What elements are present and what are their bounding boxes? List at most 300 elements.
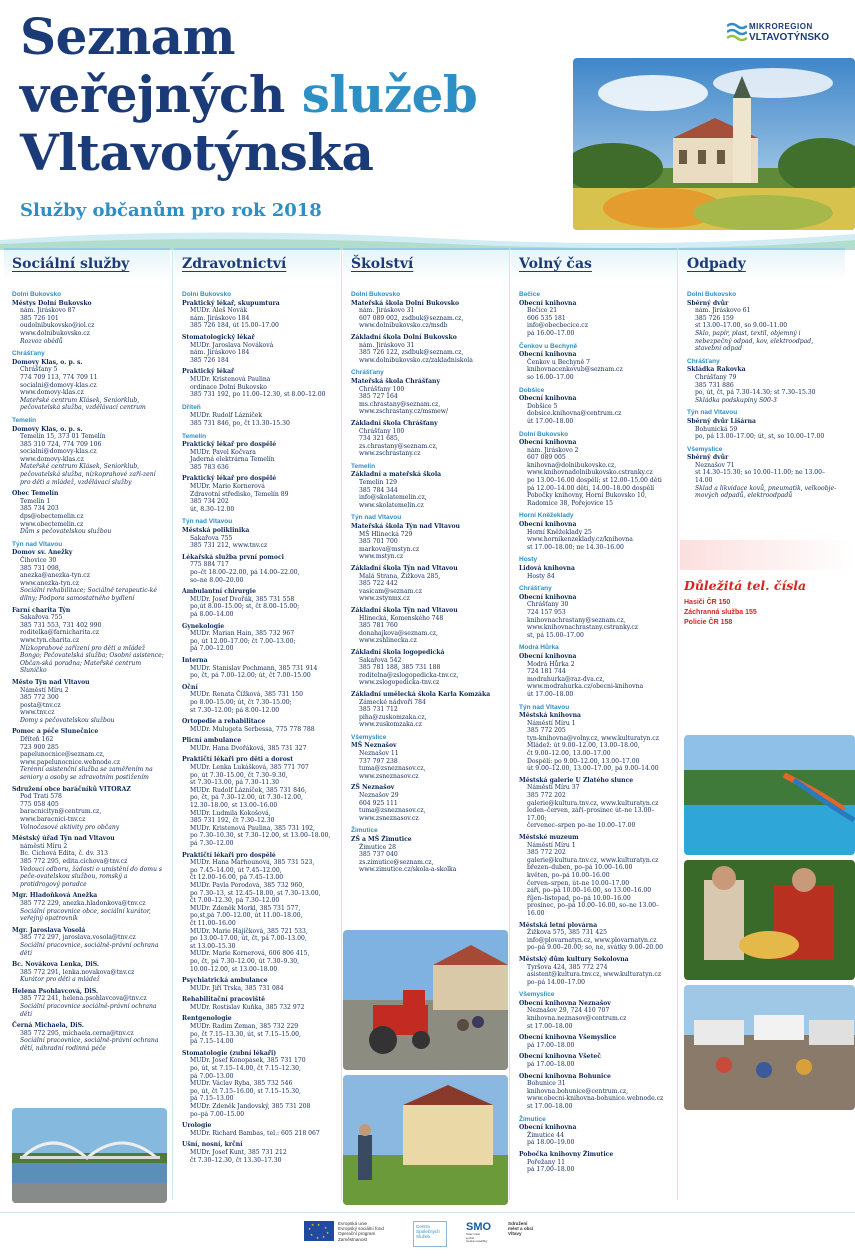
service-entry (519, 1053, 671, 1068)
service-entry (351, 334, 503, 364)
entry-detail-line: Chrášťany 30 (527, 601, 569, 609)
entry-detail-line: 385 772 202 (527, 792, 566, 800)
entry-name: Ambulantní chirurgie (182, 588, 257, 596)
entry-detail-line: www.dolnibukovsko.cz (20, 329, 90, 337)
entry-detail-line: červen–srpen, út–ne 10.00–17.00 (527, 879, 630, 887)
entry-detail-line: Sakařova 755 (190, 534, 233, 542)
entry-detail-line: 724 181 744 (527, 668, 566, 676)
section-place-heading: Týn nad Vltavou (351, 514, 402, 522)
entry-detail-line: 385 722 442 (359, 580, 398, 588)
entry-detail-line: červenec–srpen po–ne 10.00–17.00 (527, 822, 636, 830)
entry-name: Pobočka knihovny Žimutice (519, 1150, 614, 1158)
centra-text-line: Služeb (416, 1234, 431, 1240)
entry-name: Stomatologický lékař (182, 333, 255, 341)
column-body (679, 282, 845, 500)
column-divider (341, 250, 342, 1200)
entry-detail-line: www.anezka-tyn.cz (20, 579, 79, 587)
centra-text-line: Společných (416, 1229, 440, 1235)
entry-detail-line: Temelín 129 (359, 479, 397, 487)
service-entry (687, 418, 839, 441)
church-photo (573, 58, 855, 230)
page-subtitle: Služby občanům pro rok 2018 (20, 200, 322, 221)
entry-detail-line: 774 709 113, 774 709 11 (20, 373, 98, 381)
service-entry (519, 834, 671, 918)
entry-detail-line: knihovna.bohunice@centrum.cz, (527, 1087, 629, 1095)
entry-detail-line: www.modrahurka.cz/obecni-knihovna (527, 683, 644, 691)
entry-detail-line: Chrášťany 79 (695, 373, 737, 381)
section-place-heading: Dolní Bukovsko (12, 291, 62, 298)
entry-detail-line: út 9.00–12.00, 13.00–17.00, pá 9.00–14.00 (527, 765, 659, 773)
entry-detail-line: MUDr. Pavla Porodová, 385 732 960, (190, 881, 305, 889)
entry-name: Mateřská škola Týn nad Vltavou (351, 523, 460, 531)
entry-detail-line: www.domovy-klas.cz (20, 389, 84, 397)
entry-detail-line: Pod Trati 578 (20, 793, 62, 801)
entry-detail-line: čt 7.30–12.30, čt 13.30–17.30 (190, 1156, 282, 1164)
entry-detail-line: dobsice.knihovna@centrum.cz (527, 410, 622, 418)
entry-name: Pomoc a péče Slunečnice (12, 728, 99, 736)
section-place-heading: Týn nad Vltavou (12, 540, 63, 548)
title-line-2b: služeb (301, 65, 478, 124)
entry-detail-line: st 7.30–13.00, pá 7.30–11.30 (190, 779, 279, 787)
entry-detail-line: MUDr. Aleš Novák (190, 307, 248, 315)
entry-detail-line: 734 321 685, (359, 435, 400, 443)
entry-detail-line: nám. Jiráskovo 31 (359, 341, 415, 349)
service-entry (12, 927, 164, 957)
entry-detail-line: knihovnachrastany@seznam.cz, (527, 616, 626, 624)
entry-detail-line: po, čt 7.15–13.30, út, st 7.15–15.00, (190, 1030, 301, 1038)
entry-detail-line: pá 17.00–18.00 (527, 1041, 575, 1049)
section-place-heading: Týn nad Vltavou (687, 409, 738, 417)
service-entry (12, 892, 164, 922)
phone-row-fire: Hasiči ČR 150 (684, 599, 731, 606)
column-divider (509, 250, 510, 1200)
column-heading: Zdravotnictví (174, 248, 340, 282)
service-entry (12, 961, 164, 984)
section-place-heading: Dolní Bukovsko (351, 291, 401, 298)
entry-detail-line: www.zstynmx.cz (359, 595, 410, 603)
entry-detail-line: nám. Jiráskovo 87 (20, 307, 76, 315)
entry-detail-line: 385 781 760 (359, 622, 398, 630)
entry-detail-line: 604 925 111 (359, 799, 398, 807)
entry-detail-line: Bohunická 59 (695, 425, 738, 433)
entry-name: Mgr. Hladoňková Anežka (12, 892, 98, 900)
entry-detail-line: modrahurka@raz-dva.cz, (527, 675, 605, 683)
entry-note: Sociální pracovnice, sociálně-právní ochrana dětí (20, 941, 159, 957)
entry-note: Volnočasové aktivity pro občany (20, 823, 120, 831)
entry-detail-line: leden–červen, září–prosinec út–ne 13.00–17.00; (527, 807, 655, 822)
entry-note: Sociální pracovnice obce, sociální kurátor, veřejný opatrovník (20, 907, 151, 923)
entry-detail-line: MUDr. Kristenová Paulina (190, 375, 271, 383)
service-entry (351, 523, 503, 561)
column-divider (677, 250, 678, 1200)
entry-detail-line: 737 797 238 (359, 757, 398, 765)
entry-detail-line: 385 726 184, út 15.00–17.00 (190, 322, 279, 330)
entry-detail-line: 606 535 181 (527, 314, 566, 322)
logo-top-text: MIKROREGION (749, 22, 813, 31)
entry-detail-line: Hosty 84 (527, 572, 555, 580)
column-heading: Sociální služby (4, 248, 170, 282)
entry-name: Sběrný dvůr (687, 299, 729, 307)
service-entry (182, 996, 334, 1011)
entry-detail-line: 385 726 159 (695, 314, 734, 322)
entry-detail-line: březen–duben, po–pá 10.00–16.00 (527, 864, 633, 872)
entry-name: Obecní knihovna Bohunice (519, 1072, 611, 1080)
entry-detail-line: www.zuskomzaka.cz (359, 721, 422, 729)
association-text-line: Sdružení (508, 1221, 528, 1226)
service-entry (687, 300, 839, 353)
entry-name: Ortopedie a rehabilitace (182, 718, 266, 726)
phones-background (680, 540, 855, 570)
service-entry (351, 607, 503, 645)
entry-detail-line: MUDr. Josef Dvořák, 385 731 558 (190, 595, 295, 603)
footer-logos (0, 1212, 855, 1258)
entry-detail-line: info@plovarnatyn.cz, www.plovarnatyn.cz (527, 936, 657, 944)
entry-detail-line: piha@zuskomzaka.cz, (359, 713, 427, 721)
logo-bottom-text: VLTAVOTÝNSKO (749, 32, 829, 43)
section-place-heading: Chrášťany (519, 585, 552, 593)
entry-name: Skládka Rakovka (687, 366, 746, 374)
entry-detail-line: 385 737 040 (359, 851, 398, 859)
entry-detail-line: MUDr. Pavel Kočvara (190, 448, 256, 456)
entry-detail-line: 385 731 712 (359, 706, 398, 714)
entry-detail-line: MUDr. Václav Ryba, 385 732 546 (190, 1080, 293, 1088)
entry-detail-line: říjen–listopad, po–pá 10.00–16.00 (527, 894, 631, 902)
section-place-heading: Bečice (519, 291, 540, 298)
entry-detail-line: pá 17.00–18.00 (527, 1166, 575, 1174)
entry-name: Rehabilitační pracoviště (182, 996, 266, 1004)
entry-detail-line: pá 17.00–18.00 (527, 1061, 575, 1069)
entry-detail-line: tyn-knihovna@volny.cz, www.kulturatyn.cz (527, 734, 659, 742)
entry-detail-line: 385 731 553, 731 402 990 (20, 621, 102, 629)
entry-detail-line: Neznašov 11 (359, 750, 399, 758)
entry-detail-line: MUDr. Rudolf Lázníček, 385 731 846, (190, 786, 307, 794)
phone-row-ambulance: Záchranná služba 155 (684, 609, 757, 616)
entry-detail-line: čt 7.00–12.30, pá 7.30–12.00 (190, 897, 280, 905)
entry-detail-line: 385 783 636 (190, 463, 229, 471)
entry-name: Psychiatrická ambulance (182, 977, 268, 985)
entry-note: Nízkoprahové zařízení pro děti a mládež Bongo; Pečovatelská služba; Osobní asistence; Občan-ská poradna; Mateřské centrum Sluníčko (20, 644, 164, 675)
section-place-heading: Temelín (12, 416, 37, 424)
column-body (174, 282, 340, 1164)
entry-name: Obecní knihovna Všeteč (519, 1053, 601, 1061)
entry-note: Domy s pečovatelskou službou (20, 716, 115, 724)
section-place-heading: Horní Kněžeklady (519, 512, 574, 520)
entry-detail-line: www.domovy-klas.cz (20, 455, 84, 463)
entry-name: ZŠ Neznašov (351, 784, 395, 792)
entry-detail-line: po–pá 7.00–15.00 (190, 1110, 245, 1118)
entry-detail-line: MUDr. Hana Marhounová, 385 731 523, (190, 859, 315, 867)
section-place-heading: Temelín (182, 432, 207, 440)
entry-name: Obecní knihovna Neznašov (519, 999, 611, 1007)
section-place-heading: Dobšice (519, 386, 545, 394)
service-entry (12, 679, 164, 725)
entry-detail-line: info@skolatemelin.cz, (359, 494, 427, 502)
entry-name: Bc. Novákova Lenka, DiS. (12, 961, 100, 969)
entry-detail-line: pá 7.30–12.00 (190, 840, 234, 847)
service-entry (519, 1124, 671, 1147)
smo-sub-line: Svaz měst (466, 1232, 481, 1236)
entry-name: Praktičtí lékaři pro dospělé (182, 851, 276, 859)
entry-detail-line: 385 726 122, zsdbuk@seznam.cz, (359, 349, 464, 357)
entry-name: Mateřská škola Dolní Bukovsko (351, 299, 460, 307)
entry-detail-line: www.zslogopedicka-tnv.cz (359, 679, 440, 687)
entry-detail-line: Žižkova 575, 385 731 425 (527, 929, 608, 937)
service-entry (351, 378, 503, 416)
entry-detail-line: so–ne 8.00–20.00 (190, 576, 244, 584)
service-entry (351, 836, 503, 874)
entry-detail-line: 385 726 184 (190, 356, 229, 364)
entry-name: Gynekologie (182, 622, 225, 630)
entry-detail-line: 775 058 405 (20, 800, 59, 808)
entry-name: Helena Psohlavcová, DiS. (12, 987, 99, 995)
service-entry (12, 359, 164, 412)
entry-detail-line: pá 8.00–14.00 (190, 610, 234, 618)
entry-detail-line: pá 18.00–19.00 (527, 1139, 575, 1147)
entry-detail-line: Dříteň 162 (20, 736, 54, 744)
service-entry (519, 956, 671, 986)
entry-detail-line: 775 884 717 (190, 561, 229, 569)
service-entry (519, 395, 671, 425)
entry-name: Městská galerie U Zlatého slunce (519, 776, 634, 784)
entry-name: Městské muzeum (519, 834, 579, 841)
entry-detail-line: Sakařova 542 (359, 656, 402, 664)
entry-name: Oční (182, 683, 198, 691)
entry-detail-line: Chrášťany 100 (359, 427, 405, 435)
association-text-line: měst a obcí (508, 1226, 534, 1232)
entry-note: Sklo, papír, plast, textil, objemný i nebezpečný odpad, kov, elektroodpad, stavební odpad (695, 329, 814, 353)
entry-detail-line: knihovnacenkovub@seznam.cz (527, 366, 623, 374)
entry-detail-line: MUDr. Renata Čížková, 385 731 150 (190, 691, 304, 699)
entry-detail-line: Horní Kněžeklady 25 (527, 528, 592, 536)
entry-detail-line: 385 772 241, helena.psohlavcova@tnv.cz (20, 995, 147, 1003)
entry-detail-line: po–pá 14.00–17.00 (527, 978, 586, 986)
section-place-heading: Chrášťany (351, 369, 384, 377)
entry-name: Sdružení obce baráčníků VITORAZ (12, 785, 131, 793)
entry-name: Stomatologie (zubní lékaři) (182, 1049, 277, 1057)
entry-detail-line: 385 772 202 (527, 849, 566, 857)
entry-detail-line: 607 089 005 (527, 454, 566, 462)
service-entry (687, 454, 839, 500)
entry-detail-line: MUDr. Josef Kunt, 385 731 212 (190, 1148, 287, 1156)
entry-detail-line: roditelka@farnicharita.cz (20, 629, 100, 637)
service-entry (182, 334, 334, 364)
section-place-heading: Týn nad Vltavou (182, 518, 233, 526)
entry-detail-line: MUDr. Mario Kornerová (190, 483, 265, 491)
entry-detail-line: so 16.00–17.00 (527, 373, 574, 381)
column-social (4, 248, 170, 1208)
entry-detail-line: 385 781 188, 385 731 188 (359, 664, 441, 672)
section-place-heading: Všemyslice (519, 991, 555, 999)
column-leisure (511, 248, 677, 1208)
entry-detail-line: Čihovice 30 (20, 557, 57, 564)
service-entry (519, 1151, 671, 1174)
entry-note: Skládka podskupiny S00-3 (695, 396, 777, 404)
entry-note: Sociální pracovnice sociálně-právní ochrana dětí (20, 1003, 157, 1018)
service-entry (182, 554, 334, 584)
smo-sub-line: a obcí (466, 1235, 475, 1240)
entry-name: Základní škola Dolní Bukovsko (351, 333, 457, 341)
entry-detail-line: pá 7.00–12.00 (190, 645, 234, 653)
service-entry (351, 471, 503, 509)
entry-note: Sociální rehabilitace; Sociálně terapeutic-ké dílny; Podpora samostatného bydlení (20, 587, 157, 602)
service-entry (182, 588, 334, 618)
service-entry (519, 439, 671, 507)
entry-detail-line: dps@obectemelin.cz (20, 513, 84, 521)
entry-name: Obec Temelín (12, 490, 59, 498)
service-entry (351, 691, 503, 729)
entry-detail-line: po, čt, pá 7.00–12.00; út, čt 7.00–15.00 (190, 672, 311, 680)
entry-detail-line: Náměstí Míru 1 (527, 719, 576, 727)
entry-detail-line: Tyršova 424, 385 772 274 (527, 963, 608, 971)
entry-detail-line: nám. Jiráskovo 31 (359, 307, 415, 315)
entry-detail-line: www.zshlinecka.cz (359, 637, 417, 645)
entry-detail-line: www.hornikenzeklady.cz/knihovna (527, 536, 633, 544)
entry-name: Praktický lékař pro dospělé (182, 441, 277, 449)
swimming-pool-photo (684, 735, 855, 855)
page-title (20, 8, 477, 182)
service-entry (519, 922, 671, 952)
entry-detail-line: www.zschrastany.cz (359, 450, 421, 458)
entry-name: Domovy Klas, o. p. s. (12, 425, 83, 433)
association-text-line: Vltavy (508, 1231, 522, 1237)
entry-detail-line: po 7.30–10.30, st 7.30–12.00, st 13.00–18.00, (190, 832, 331, 840)
entry-detail-line: čt 12.00–16.00, pá 7.45–13.00 (190, 874, 284, 882)
entry-name: Lidová knihovna (519, 565, 575, 572)
entry-detail-line: po–čt 18.00–22.00, pá 14.00–22.00, (190, 569, 300, 576)
entry-detail-line: po–pá 9.00–20.00; so, ne, svátky 9.00–20.00 (527, 944, 663, 952)
entry-detail-line: Náměstí Míru 2 (20, 686, 69, 694)
entry-name: Městská poliklinika (182, 527, 250, 535)
entry-detail-line: Mládež: út 9.00–12.00, 13.00–18.00, (527, 742, 640, 750)
entry-detail-line: socialni@domovy-klas.cz (20, 448, 97, 456)
entry-detail-line: 10.00–12.00, st 13.00–18.00 (190, 965, 278, 973)
smo-sub-line: České republiky (466, 1239, 488, 1244)
entry-detail-line: knihovna@dolnibukovsko.cz, (527, 461, 617, 469)
entry-detail-line: MUDr. Jaroslava Nováková (190, 341, 274, 349)
entry-detail-line: út 17.00–18.00 (527, 417, 574, 425)
entry-detail-line: www.tyn.charita.cz (20, 636, 80, 644)
section-place-heading: Dolní Bukovsko (687, 291, 737, 298)
entry-name: Obecní knihovna (519, 652, 577, 660)
column-heading: Volný čas (511, 248, 677, 282)
entry-detail-line: 385 772 295, michaela.cerna@tnv.cz (20, 1029, 134, 1037)
entry-detail-line: www.obectemelin.cz (20, 520, 84, 528)
column-divider (172, 250, 173, 1200)
service-entry (519, 1000, 671, 1030)
service-entry (519, 300, 671, 338)
entry-name: Ušní, nosní, krční (182, 1141, 243, 1149)
entry-detail-line: vasicam@seznam.cz (359, 587, 422, 595)
smo-logo (466, 1221, 498, 1247)
entry-name: Obecní knihovna (519, 299, 577, 307)
entry-detail-line: Zdravotní středisko, Temelín 89 (190, 490, 289, 498)
entry-detail-line: 723 900 285 (20, 743, 59, 751)
section-place-heading: Žimutice (519, 1115, 546, 1123)
service-entry (182, 718, 334, 733)
entry-detail-line: www.dolnibukovsko.cz/zakladniskola (359, 356, 473, 364)
market-photo (684, 985, 855, 1110)
entry-name: Městys Dolní Bukovsko (12, 299, 92, 307)
entry-detail-line: 385 731 192, po 11.00–12.30, st 8.00–12.00 (190, 391, 326, 399)
entry-detail-line: socialni@domovy-klas.cz (20, 381, 97, 389)
entry-detail-line: 385 734 203 (20, 505, 59, 513)
entry-detail-line: 385 727 164 (359, 393, 398, 401)
service-entry (182, 1122, 334, 1137)
entry-detail-line: po, pá 13.00–17.00; út, st, so 10.00–17.00 (695, 433, 825, 441)
column-heading: Odpady (679, 248, 845, 282)
entry-detail-line: Neznašov 29, 724 410 707 (527, 1007, 610, 1015)
entry-detail-line: 385 731 192, čt 7.30–12.30 (190, 817, 275, 825)
important-phones-box (684, 578, 849, 648)
entry-detail-line: MUDr. Richard Bambas, tel.: 605 218 067 (190, 1129, 320, 1137)
entry-detail-line: www.knihovnachrastany.cstranky.cz (527, 624, 638, 632)
entry-detail-line: st 13.00–17.00, so 9.00–11.00 (695, 322, 788, 330)
entry-detail-line: Žimutice 28 (359, 843, 396, 851)
entry-detail-line: pá 7.15–14.00 (190, 1038, 234, 1046)
entry-name: MŠ Neznašov (351, 742, 397, 750)
entry-detail-line: Pořežany 11 (527, 1158, 565, 1166)
entry-detail-line: po, čt, pá 7.30–12.00, út 7.30–9.30, (190, 957, 300, 965)
entry-detail-line: ms.chrastany@seznam.cz, (359, 400, 441, 408)
service-entry (687, 366, 839, 404)
entry-name: Praktický lékař pro dospělé (182, 475, 277, 483)
tractor-photo (343, 930, 508, 1070)
entry-detail-line: 385 731 098, (20, 564, 61, 572)
service-entry (12, 607, 164, 675)
entry-detail-line: MUDr. Marian Hain, 385 732 967 (190, 630, 295, 638)
entry-detail-line: prosinec, po–pá 10.00–16.00, so–ne 13.00–16.00 (527, 902, 660, 917)
entry-note: Sociální pracovnice, sociálně-právní ochrana dětí, náhradní rodinná péče (20, 1037, 159, 1053)
entry-detail-line: Dospělí: po 9.00–12.00, 13.00–17.00 (527, 757, 640, 765)
entry-detail-line: MUDr. Stanislav Pochmann, 385 731 914 (190, 664, 318, 672)
service-entry (12, 728, 164, 781)
entry-detail-line: Zámecké nádvoří 784 (359, 698, 426, 706)
entry-detail-line: po 13.00–17.00, út, čt, pá 7.00–13.00, (190, 935, 307, 943)
entry-detail-line: 607 089 002, zsdbuk@seznam.cz, (359, 314, 464, 322)
entry-name: Základní škola logopedická (351, 648, 445, 656)
entry-name: ZŠ a MŠ Žimutice (351, 836, 412, 843)
service-entry (519, 351, 671, 381)
entry-detail-line: po,st,pá 7.00–12.00, út 11.00–18.00, (190, 912, 303, 920)
service-entry (12, 300, 164, 346)
decorative-wave (0, 226, 855, 250)
service-entry (12, 988, 164, 1018)
title-line-3: Vltavotýnska (20, 123, 374, 182)
entry-detail-line: po, út, čt, pá 7.30–14.30; st 7.30–15.30 (695, 389, 816, 397)
entry-detail-line: Bečice 21 (527, 307, 558, 315)
service-entry (351, 420, 503, 458)
entry-detail-line: út 17.00–18.00 (527, 690, 574, 698)
entry-name: Obecní knihovna (519, 395, 577, 403)
service-entry (182, 1015, 334, 1045)
entry-detail-line: www.zschrastany.cz/msmew/ (359, 408, 449, 416)
castle-photo (343, 1075, 508, 1205)
entry-note: Kurátor pro děti a mládež (20, 976, 100, 984)
entry-detail-line: www.mstyn.cz (359, 553, 404, 561)
entry-detail-line: po, út, st 7.15–14.00, čt 7.15–12.30, (190, 1065, 301, 1073)
entry-detail-line: Chrášťany 100 (359, 385, 405, 393)
section-place-heading: Všemyslice (687, 445, 723, 453)
entry-detail-line: po 7.30–13, st 12.45–18.00, st 7.30–13.00, (190, 889, 321, 897)
entry-detail-line: Chrášťany 5 (20, 366, 58, 374)
entry-detail-line: 385 726 101 (20, 314, 59, 322)
entry-detail-line: pá 7.00–13.00 (190, 1072, 234, 1080)
entry-detail-line: www.tnv.cz (20, 709, 55, 717)
entry-name: Obecní knihovna (519, 351, 577, 359)
service-entry (182, 412, 334, 427)
entry-detail-line: 385 772 300 (20, 694, 59, 702)
entry-name: Lékařská služba první pomoci (182, 553, 284, 561)
